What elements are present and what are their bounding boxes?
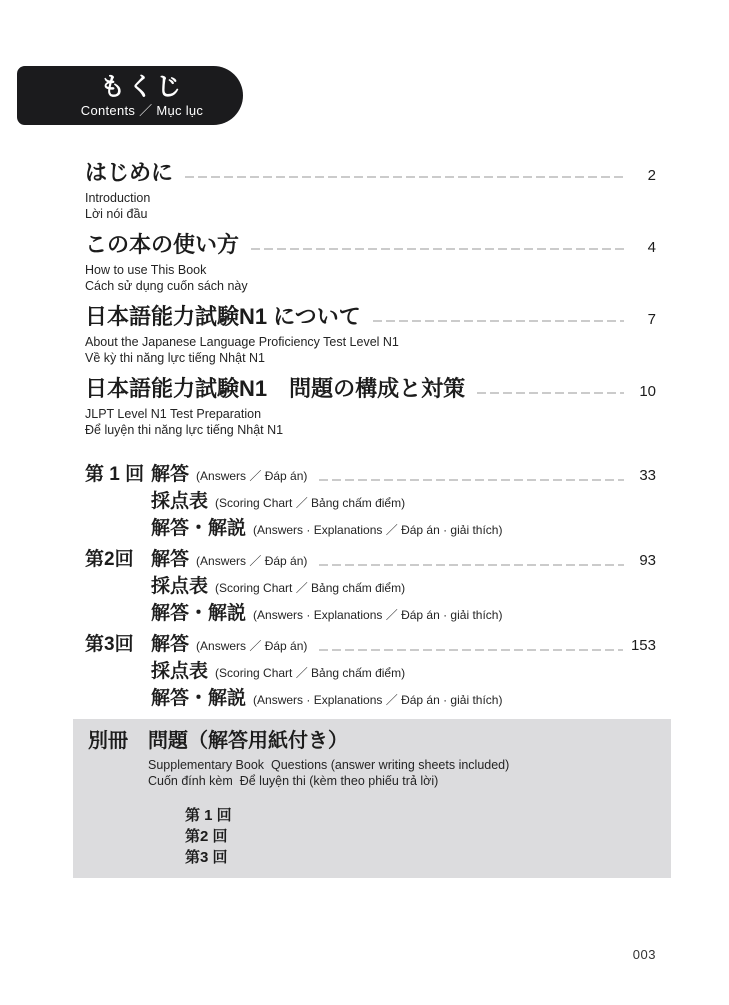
toc-entry-title: はじめに: [85, 160, 174, 185]
dotted-leader: [373, 320, 624, 322]
test-row-explanations: [151, 601, 656, 628]
test-row-note: (Answers · Explanations ／ Đáp án · giải thích): [253, 523, 503, 537]
test-row-note: (Scoring Chart ／ Bảng chấm điểm): [215, 581, 406, 595]
toc-page-number: 2: [647, 167, 656, 184]
toc-page-number: 93: [639, 552, 656, 569]
test-row-note: (Answers · Explanations ／ Đáp án · giải thích): [253, 608, 503, 622]
test-row-title: 解答: [151, 549, 190, 570]
test-section-list: [85, 462, 656, 713]
test-row-note: (Answers ／ Đáp án): [196, 554, 308, 568]
test-rows: [151, 632, 656, 713]
test-row-scoring-chart: [151, 574, 656, 601]
contents-badge: [17, 66, 243, 125]
toc-entry: [85, 160, 656, 222]
test-row-note: (Scoring Chart ／ Bảng chấm điểm): [215, 666, 406, 680]
supplementary-book-box: [73, 719, 671, 878]
test-block-2: [85, 547, 656, 628]
toc-entry-title-row: [85, 304, 656, 330]
supplementary-title: 問題（解答用紙付き）: [148, 730, 348, 752]
supplementary-subtitle-vi: Cuốn đính kèm Để luyện thi (kèm theo phiếu trả lời): [148, 774, 439, 788]
toc-page-number: 4: [647, 239, 656, 256]
toc-entry-subtitle-en: JLPT Level N1 Test Preparation: [85, 407, 262, 421]
test-row-explanations: [151, 516, 656, 543]
supplementary-label: 別冊: [88, 730, 128, 752]
toc-entry-title: この本の使い方: [85, 232, 240, 257]
test-row-title: 解答・解説: [151, 518, 247, 539]
toc-entry-subtitle-vi: Để luyện thi năng lực tiếng Nhật N1: [85, 423, 284, 437]
toc-page-number: 7: [647, 311, 656, 328]
dotted-leader: [251, 248, 624, 250]
toc-entry-subtitle-en: About the Japanese Language Proficiency Test Level N1: [85, 335, 399, 349]
toc-entry-subtitle-en: How to use This Book: [85, 263, 207, 277]
toc-content: [85, 160, 656, 878]
toc-page-number: 153: [630, 637, 656, 654]
supplementary-item: 第2 回: [185, 828, 228, 845]
badge-title: もくじ: [99, 73, 184, 101]
test-row-title: 解答: [151, 464, 190, 485]
test-row-title: 解答・解説: [151, 603, 247, 624]
test-row-note: (Scoring Chart ／ Bảng chấm điểm): [215, 496, 406, 510]
toc-entry-title: 日本語能力試験N1 問題の構成と対策: [85, 376, 466, 401]
toc-entry-title-row: [85, 232, 656, 258]
badge-subtitle: Contents ／ Mục lục: [80, 103, 204, 118]
toc-entry-subtitle-vi: Về kỳ thi năng lực tiếng Nhật N1: [85, 351, 265, 365]
dotted-leader: [185, 176, 624, 178]
test-row-title: 解答: [151, 634, 190, 655]
test-label: 第2回: [85, 549, 134, 570]
test-row-note: (Answers · Explanations ／ Đáp án · giải thích): [253, 693, 503, 707]
supplementary-item: 第 1 回: [185, 807, 232, 824]
test-row-scoring-chart: [151, 659, 656, 686]
test-row-answers: [151, 632, 656, 659]
supplementary-subtitle-en: Supplementary Book Questions (answer writing sheets included): [148, 758, 510, 772]
test-rows: [151, 547, 656, 628]
test-row-title: 採点表: [151, 661, 209, 682]
toc-entry-subtitle-en: Introduction: [85, 191, 151, 205]
test-row-answers: [151, 547, 656, 574]
dotted-leader: [319, 564, 624, 566]
test-row-scoring-chart: [151, 489, 656, 516]
toc-entry-title-row: [85, 160, 656, 186]
test-row-explanations: [151, 686, 656, 713]
dotted-leader: [319, 479, 624, 481]
toc-entry-title-row: [85, 376, 656, 402]
test-row-note: (Answers ／ Đáp án): [196, 469, 308, 483]
test-rows: [151, 462, 656, 543]
test-block-1: [85, 462, 656, 543]
test-row-title: 採点表: [151, 491, 209, 512]
test-row-note: (Answers ／ Đáp án): [196, 639, 308, 653]
dotted-leader: [319, 649, 623, 651]
supplementary-item-list: [185, 805, 656, 868]
test-label: 第3回: [85, 634, 134, 655]
test-label: 第 1 回: [85, 464, 145, 485]
test-row-title: 採点表: [151, 576, 209, 597]
toc-entry-subtitle-vi: Lời nói đầu: [85, 207, 148, 221]
toc-entry: [85, 376, 656, 438]
toc-entry-subtitle-vi: Cách sử dụng cuốn sách này: [85, 279, 248, 293]
toc-page-number: 10: [639, 383, 656, 400]
toc-entry-title: 日本語能力試験N1 について: [85, 304, 361, 329]
toc-entry: [85, 232, 656, 294]
test-block-3: [85, 632, 656, 713]
test-row-answers: [151, 462, 656, 489]
supplementary-heading-row: [88, 729, 656, 754]
folio-page-number: 003: [632, 947, 656, 962]
toc-page-number: 33: [639, 467, 656, 484]
test-row-title: 解答・解説: [151, 688, 247, 709]
toc-entry: [85, 304, 656, 366]
supplementary-item: 第3 回: [185, 849, 228, 866]
dotted-leader: [477, 392, 624, 394]
